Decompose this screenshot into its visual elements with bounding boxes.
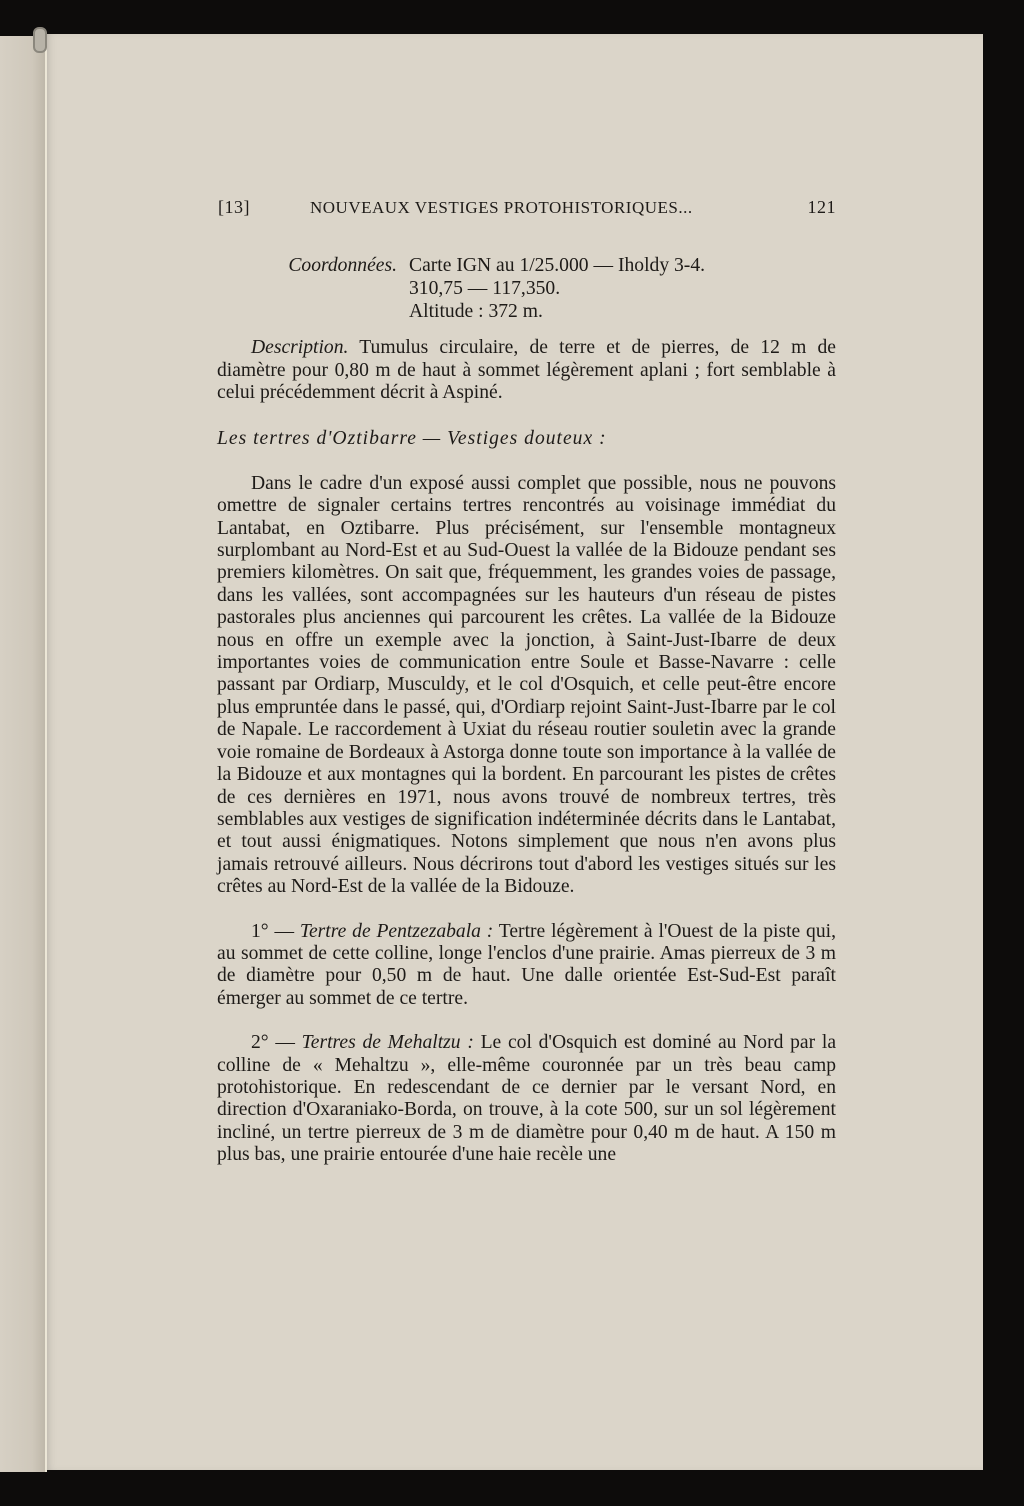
- coordinates-label: Coordonnées.: [288, 255, 397, 277]
- description-text: Tumulus circulaire, de terre et de pierres, de 12 m de diamètre pour 0,80 m de haut à sommet légèrement aplani ; fort semblable à celui précédemment décrit à Aspiné.: [217, 337, 836, 403]
- running-title: NOUVEAUX VESTIGES PROTOHISTORIQUES...: [310, 198, 693, 217]
- coordinates-block: [217, 255, 836, 323]
- section-number: [13]: [218, 197, 250, 217]
- item-paragraph: [217, 921, 836, 1011]
- page-gutter: [45, 36, 47, 1472]
- running-head: [217, 196, 836, 219]
- coordinates-line: Altitude : 372 m.: [409, 300, 543, 322]
- item-paragraph: [217, 1032, 836, 1166]
- item-title: Tertres de Mehaltzu :: [301, 1032, 474, 1054]
- intro-paragraph: Dans le cadre d'un exposé aussi complet que possible, nous ne pouvons omettre de signaler certains tertres rencontrés au voisinage immédiat du Lantabat, en Oztibarre. Plus précisément, sur l'ensemble montagneux surplombant au Nord-Est et au Sud-Ouest la vallée de la Bidouze pendant ses premiers kilomètres. On sait que, fréquemment, les grandes voies de passage, dans les vallées, sont accompagnées sur les hauteurs d'un réseau de pistes pastorales plus anciennes qui parcourent les crêtes. La vallée de la Bidouze nous en offre un exemple avec la jonction, à Saint-Just-Ibarre de deux importantes voies de communication entre Soule et Basse-Navarre : celle passant par Ordiarp, Musculdy, et le col d'Osquich, et celle peut-être encore plus empruntée dans le passé, qui, d'Ordiarp rejoint Saint-Just-Ibarre par le col de Napale. Le raccordement à Uxiat du réseau routier souletin avec la grande voie romaine de Bordeaux à Astorga donne toute son importance à la vallée de la Bidouze et aux montagnes qui la bordent. En parcourant les pistes de crêtes de ces dernières en 1971, nous avons trouvé de nombreux tertres, très semblables aux vestiges de signification indéterminée décrits dans le Lantabat, et tout aussi énigmatiques. Notons simplement que nous n'en avons plus jamais retrouvé ailleurs. Nous décrirons tout d'abord les vestiges situés sur les crêtes au Nord-Est de la vallée de la Bidouze.: [217, 472, 836, 898]
- item-number: 2° —: [251, 1032, 302, 1054]
- page-text: [217, 196, 836, 1167]
- description-label: Description.: [251, 337, 349, 359]
- item-text: Le col d'Osquich est dominé au Nord par la colline de « Mehaltzu », elle-même couronnée par un très beau camp protohistorique. En redescendant de ce dernier par le versant Nord, en direction d'Oxaraniako-Borda, on trouve, à la cote 500, sur un sol légèrement incliné, un tertre pierreux de 3 m de diamètre pour 0,40 m de haut. A 150 m plus bas, une prairie entourée d'une haie recèle une: [217, 1032, 837, 1166]
- description-paragraph: [217, 337, 836, 404]
- item-number: 1° —: [251, 920, 300, 942]
- item-text: Tertre légèrement à l'Ouest de la piste qui, au sommet de cette colline, longe l'enclos d'une prairie. Amas pierreux de 3 m de diamètre pour 0,50 m de haut. Une dalle orientée Est-Sud-Est paraît émerger au sommet de ce tertre.: [217, 920, 836, 1009]
- page-number: 121: [807, 197, 836, 217]
- section-heading: Les tertres d'Oztibarre — Vestiges douteux :: [217, 428, 607, 450]
- item-title: Tertre de Pentzezabala :: [299, 920, 494, 942]
- coordinates-line: Carte IGN au 1/25.000 — Iholdy 3-4.: [409, 255, 706, 277]
- facing-page-edge: [0, 36, 46, 1472]
- paper-clip-icon: [33, 27, 47, 53]
- coordinates-line: 310,75 — 117,350.: [409, 278, 561, 299]
